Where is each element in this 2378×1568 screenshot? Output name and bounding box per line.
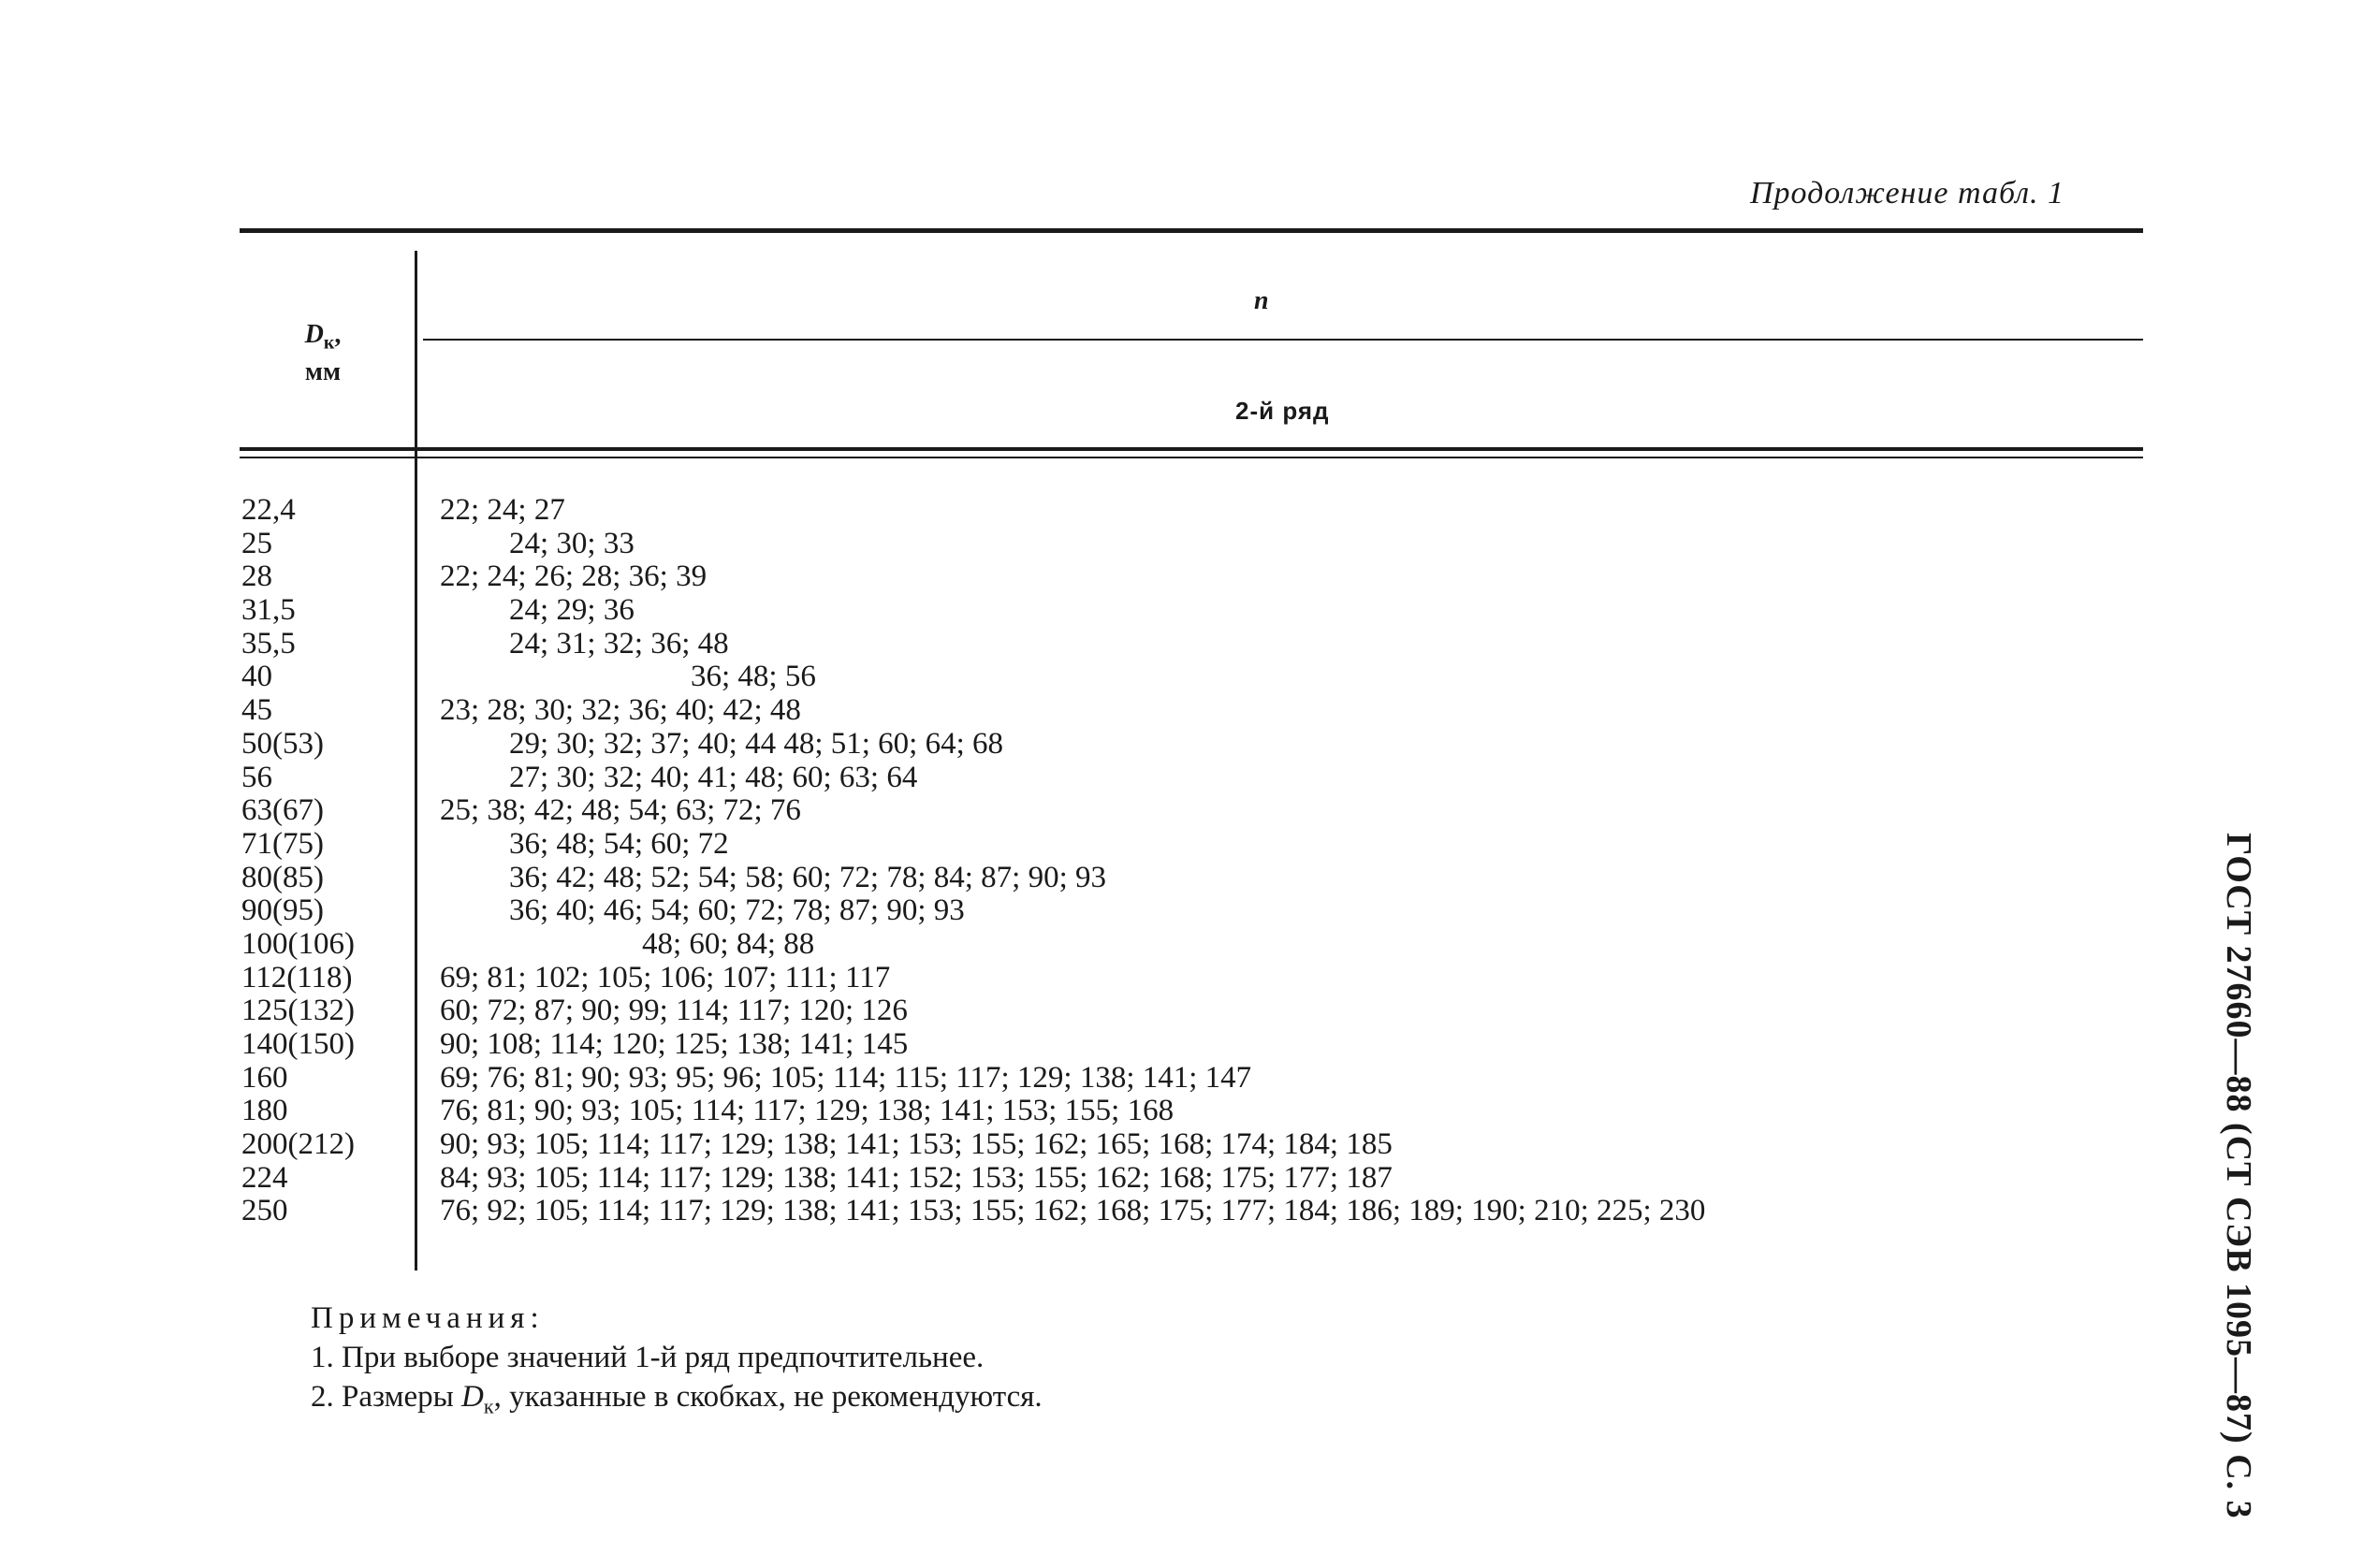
row-values: 69; 76; 81; 90; 93; 95; 96; 105; 114; 115; 117; 129; 138; 141; 147 bbox=[440, 1060, 1252, 1095]
row-diameter: 22,4 bbox=[241, 493, 296, 527]
row-diameter: 200(212) bbox=[241, 1127, 355, 1162]
table-row bbox=[241, 694, 2141, 728]
table-row bbox=[241, 728, 2141, 762]
table-header-bottom-rule bbox=[240, 447, 2143, 451]
row-values: 24; 29; 36 bbox=[509, 593, 635, 628]
table-row bbox=[241, 628, 2141, 661]
row-diameter: 56 bbox=[241, 760, 272, 794]
row-diameter: 45 bbox=[241, 693, 272, 728]
header-row-label: 2-й ряд bbox=[1235, 397, 1330, 425]
row-diameter: 25 bbox=[241, 526, 272, 560]
table-row bbox=[241, 894, 2141, 928]
row-values: 90; 108; 114; 120; 125; 138; 141; 145 bbox=[440, 1027, 909, 1061]
row-values: 36; 48; 54; 60; 72 bbox=[509, 826, 729, 861]
row-diameter: 160 bbox=[241, 1060, 288, 1095]
table-header-mid-rule bbox=[423, 339, 2143, 341]
table-row bbox=[241, 594, 2141, 628]
note-2-before: 2. Размеры bbox=[311, 1380, 462, 1414]
note-1: 1. При выборе значений 1-й ряд предпочтительнее. bbox=[311, 1341, 985, 1374]
table-row bbox=[241, 862, 2141, 895]
row-values: 24; 31; 32; 36; 48 bbox=[509, 626, 729, 661]
row-values: 29; 30; 32; 37; 40; 44 48; 51; 60; 64; 68 bbox=[509, 726, 1004, 761]
table-row bbox=[241, 828, 2141, 862]
note-2-after: , указанные в скобках, не рекомендуются. bbox=[493, 1380, 1043, 1414]
table-row bbox=[241, 1095, 2141, 1128]
table-row bbox=[241, 928, 2141, 962]
row-diameter: 50(53) bbox=[241, 726, 324, 761]
header-dk-separator: , bbox=[334, 320, 342, 349]
table-row bbox=[241, 1028, 2141, 1062]
row-diameter: 90(95) bbox=[241, 893, 324, 928]
header-dk-unit: мм bbox=[304, 356, 342, 386]
row-diameter: 40 bbox=[241, 660, 272, 694]
table-row bbox=[241, 1128, 2141, 1162]
table-row bbox=[241, 528, 2141, 561]
row-values: 69; 81; 102; 105; 106; 107; 111; 117 bbox=[440, 960, 891, 995]
note-2 bbox=[311, 1377, 1043, 1427]
gost-sidebar-text: ГОСТ 27660—88 (СТ СЭВ 1095—87) С. 3 bbox=[2219, 833, 2258, 1519]
note-2-subscript: к bbox=[483, 1394, 494, 1418]
row-values: 60; 72; 87; 90; 99; 114; 117; 120; 126 bbox=[440, 994, 908, 1028]
row-diameter: 180 bbox=[241, 1094, 288, 1128]
row-diameter: 224 bbox=[241, 1160, 288, 1195]
row-diameter: 35,5 bbox=[241, 626, 296, 661]
row-values: 27; 30; 32; 40; 41; 48; 60; 63; 64 bbox=[509, 760, 918, 794]
header-dk bbox=[271, 318, 374, 388]
table-header-bottom-rule-2 bbox=[240, 457, 2143, 458]
row-values: 76; 81; 90; 93; 105; 114; 117; 129; 138; 141; 153; 155; 168 bbox=[440, 1094, 1174, 1128]
row-values: 36; 42; 48; 52; 54; 58; 60; 72; 78; 84; 87; 90; 93 bbox=[509, 860, 1107, 894]
table-row bbox=[241, 1195, 2141, 1228]
row-diameter: 100(106) bbox=[241, 926, 355, 961]
table-row bbox=[241, 762, 2141, 795]
row-diameter: 125(132) bbox=[241, 994, 355, 1028]
note-2-symbol: D bbox=[461, 1380, 484, 1414]
row-diameter: 28 bbox=[241, 559, 272, 594]
continuation-label: Продолжение табл. 1 bbox=[1750, 176, 2065, 211]
gost-sidebar bbox=[2216, 833, 2263, 1519]
table-row bbox=[241, 995, 2141, 1028]
row-values: 90; 93; 105; 114; 117; 129; 138; 141; 153; 155; 162; 165; 168; 174; 184; 185 bbox=[440, 1127, 1393, 1162]
table-row bbox=[241, 962, 2141, 995]
table-row bbox=[241, 794, 2141, 828]
row-diameter: 80(85) bbox=[241, 860, 324, 894]
row-values: 22; 24; 26; 28; 36; 39 bbox=[440, 559, 708, 594]
table-row bbox=[241, 494, 2141, 528]
row-diameter: 250 bbox=[241, 1194, 288, 1228]
row-diameter: 31,5 bbox=[241, 593, 296, 628]
header-dk-symbol: D bbox=[304, 320, 324, 349]
row-values: 24; 30; 33 bbox=[509, 526, 635, 560]
table-row bbox=[241, 1062, 2141, 1096]
table-row bbox=[241, 560, 2141, 594]
table-body bbox=[241, 494, 2141, 1228]
row-values: 36; 48; 56 bbox=[691, 660, 816, 694]
row-diameter: 71(75) bbox=[241, 826, 324, 861]
notes bbox=[311, 1299, 1043, 1427]
notes-title: Примечания: bbox=[311, 1301, 545, 1335]
row-values: 84; 93; 105; 114; 117; 129; 138; 141; 152; 153; 155; 162; 168; 175; 177; 187 bbox=[440, 1160, 1393, 1195]
header-n: n bbox=[1254, 286, 1269, 315]
header-dk-subscript: к bbox=[323, 332, 335, 354]
row-values: 76; 92; 105; 114; 117; 129; 138; 141; 153; 155; 162; 168; 175; 177; 184; 186; 189; 190; 210; 225; 230 bbox=[440, 1194, 1706, 1228]
row-diameter: 63(67) bbox=[241, 793, 324, 828]
row-diameter: 140(150) bbox=[241, 1027, 355, 1061]
row-values: 22; 24; 27 bbox=[440, 493, 565, 527]
row-values: 36; 40; 46; 54; 60; 72; 78; 87; 90; 93 bbox=[509, 893, 965, 928]
table-row bbox=[241, 1162, 2141, 1196]
row-diameter: 112(118) bbox=[241, 960, 353, 995]
row-values: 23; 28; 30; 32; 36; 40; 42; 48 bbox=[440, 693, 801, 728]
row-values: 25; 38; 42; 48; 54; 63; 72; 76 bbox=[440, 793, 801, 828]
table-row bbox=[241, 661, 2141, 694]
row-values: 48; 60; 84; 88 bbox=[642, 926, 815, 961]
table-top-rule bbox=[240, 228, 2143, 233]
